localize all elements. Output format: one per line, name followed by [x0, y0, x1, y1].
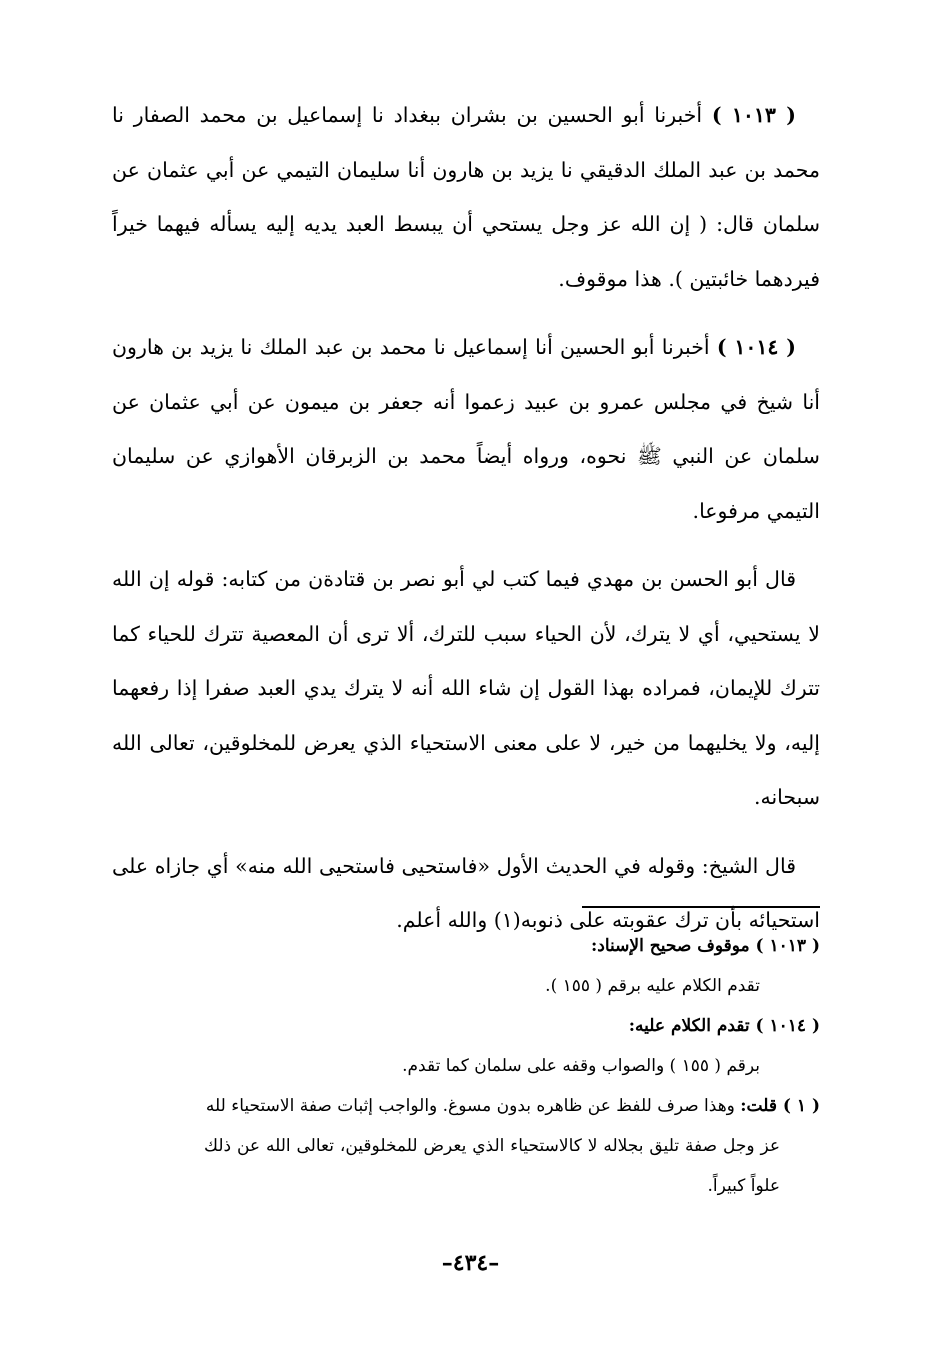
hadith-text: أخبرنا أبو الحسين أنا إسماعيل نا محمد بن عبد الملك نا يزيد بن هارون أنا شيخ في مجلس عمرو بن عبيد زعموا أنه جعفر بن ميمون عن أبي عثمان عن سلمان عن النبي ﷺ نحوه، ورواه أيضاً محمد بن الزبرقان الأهوازي عن سليمان التيمي مرفوعا. [112, 335, 820, 523]
note-body-1014: برقم ( ١٥٥ ) والصواب وقفه على سلمان كما تقدم. [402, 1056, 760, 1076]
footnote-divider [582, 906, 820, 908]
hadith-number: ( ١٠١٣ ) [711, 103, 796, 127]
commentary-text: قال أبو الحسن بن مهدي فيما كتب لي أبو نصر بن قتادةن من كتابه: قوله إن الله لا يستحيي، أي لا يترك، لأن الحياء سبب للترك، ألا ترى أن المعصية تترك للحياء كما تترك للإيمان، فمراده بهذا القول إن شاء الله أنه لا يترك يدي العبد صفرا إذا رفعهما إليه، ولا يخليهما من خير، لا على معنى الاستحياء الذي يعرض للمخلوقين، تعالى الله سبحانه. [112, 567, 820, 809]
footnote-continuation: عز وجل صفة تليق بجلاله لا كالاستحياء الذي يعرض للمخلوقين، تعالى الله عن ذلك علواً كبيراً. [204, 1136, 780, 1196]
note-heading-1014: ( ١٠١٤ ) تقدم الكلام عليه: [628, 1016, 820, 1036]
note-heading-1013: ( ١٠١٣ ) موقوف صحيح الإسناد: [591, 936, 820, 956]
hadith-1014 [112, 320, 820, 538]
commentary-paragraph [112, 552, 820, 825]
note-body-1013: تقدم الكلام عليه برقم ( ١٥٥ ). [545, 976, 760, 996]
page-number: –٤٣٤– [441, 1250, 500, 1276]
footnote-label: ( ١ ) قلت: [740, 1096, 820, 1116]
hadith-number: ( ١٠١٤ ) [716, 335, 797, 359]
main-text [112, 88, 820, 962]
shaykh-text: قال الشيخ: وقوله في الحديث الأول «فاستحيى فاستحيى الله منه» أي جازاه على استحيائه بأن ترك عقوبته على ذنوبه(١) والله أعلم. [112, 853, 820, 932]
footnote-1 [108, 1086, 820, 1126]
hadith-text: أخبرنا أبو الحسين بن بشران ببغداد نا إسماعيل بن محمد الصفار نا محمد بن عبد الملك الدقيقي نا يزيد بن هارون أنا سليمان التيمي عن أبي عثمان عن سلمان قال: ( إن الله عز وجل يستحي أن يبسط العبد يديه إليه يسأله فيهما خيراً فيردهما خائبتين ). هذا موقوف. [112, 103, 820, 291]
hadith-1013 [112, 88, 820, 306]
footnotes [108, 926, 820, 1206]
footnote-text: وهذا صرف للفظ عن ظاهره بدون مسوغ. والواجب إثبات صفة الاستحياء لله [205, 1096, 741, 1116]
